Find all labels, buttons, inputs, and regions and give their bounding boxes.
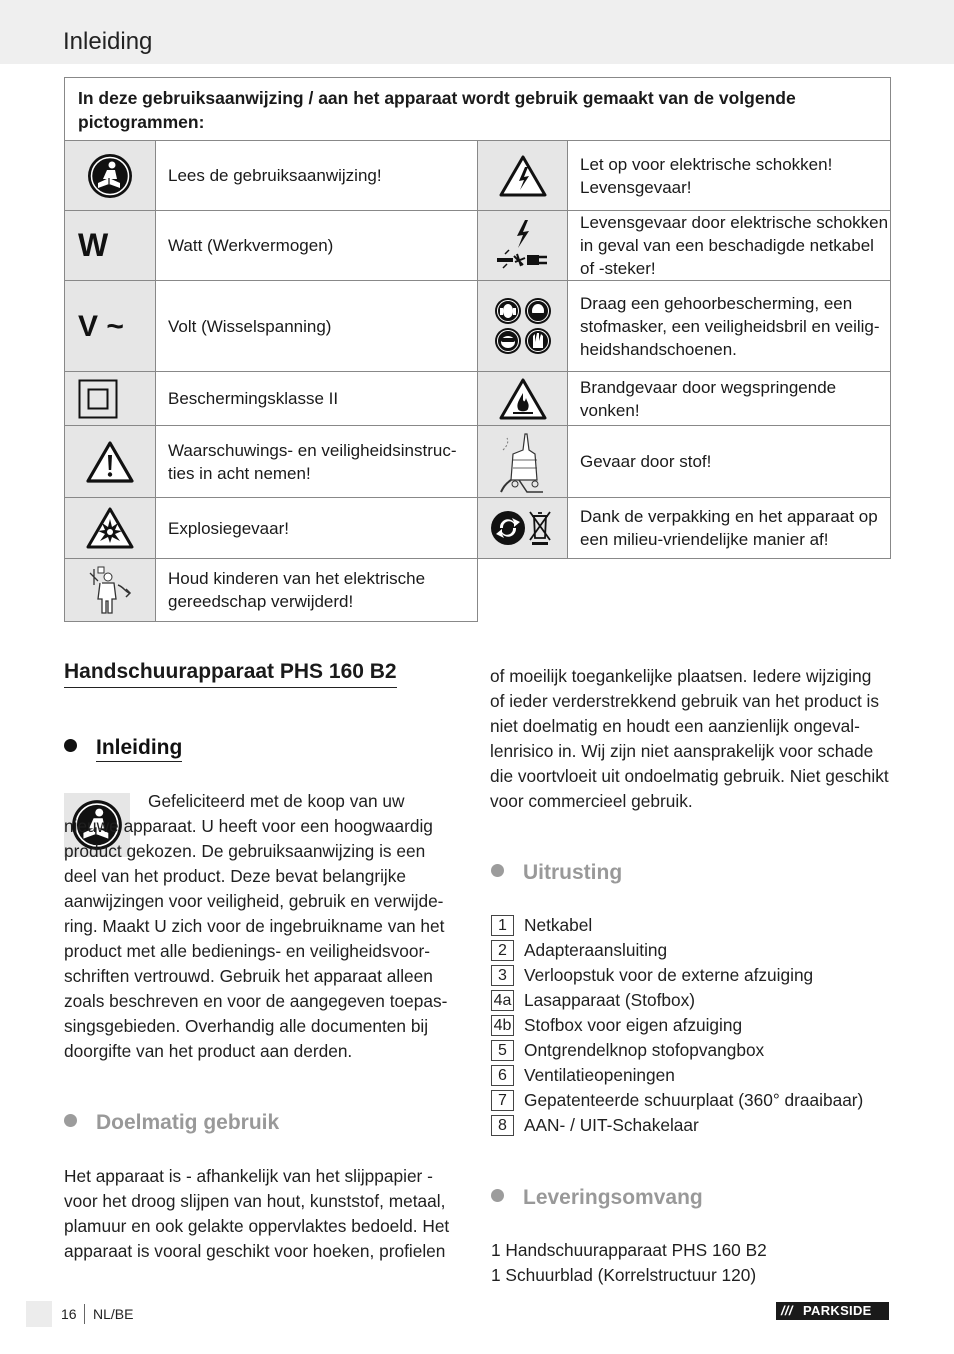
item-number: 7 (491, 1090, 514, 1111)
list-item: 1 Handschuurapparaat PHS 160 B2 (491, 1240, 767, 1260)
volt-ac-symbol: V ~ (78, 309, 124, 343)
item-label: Adapteraansluiting (524, 940, 668, 960)
explosion-hazard-icon (65, 498, 156, 559)
item-label: Ontgrendelknop stofopvangbox (524, 1040, 765, 1060)
pictogram-text: Lees de gebruiksaanwijzing! (156, 141, 478, 211)
pictogram-text: Levensgevaar door elektrische schokken in geval van een beschadigde netkabel of -steker! (568, 211, 891, 281)
pictogram-text: Gevaar door stof! (568, 426, 891, 498)
item-number: 4b (491, 1015, 514, 1036)
pictogram-text: Let op voor elektrische schokken! Levensgevaar! (568, 141, 891, 211)
pictogram-text: Explosiegevaar! (156, 498, 478, 559)
pictogram-text: Volt (Wisselspanning) (156, 281, 478, 372)
watt-symbol-icon (65, 211, 156, 281)
item-number: 4a (491, 990, 514, 1011)
language-code: NL/BE (93, 1306, 134, 1322)
dust-hazard-icon (478, 426, 568, 498)
intended-use-text-left: Het apparaat is - afhankelijk van het slijppapier - voor het droog slijpen van hout, kunststof, metaal, plamuur en ook gelakte oppervlaktes bedoeld. Het apparaat is vooral geschikt voor hoeken, profielen (64, 1166, 450, 1261)
section-heading-intended-use: Doelmatig gebruik (64, 1111, 279, 1135)
item-number: 3 (491, 965, 514, 986)
brand-logo (776, 1302, 889, 1320)
list-item (491, 988, 863, 1013)
list-item (491, 1088, 863, 1113)
read-manual-icon (65, 141, 156, 211)
damaged-cable-icon (478, 211, 568, 281)
item-label: Netkabel (524, 915, 593, 935)
item-label: AAN- / UIT-Schakelaar (524, 1115, 699, 1135)
intro-text: Gefeliciteerd met de koop van uw nieuwe apparaat. U heeft voor een hoogwaardig product gekozen. De gebruiksaanwijzing is een deel van het product. Deze bevat belangrijke aanwijzingen voor veiligheid, gebruik en verwijde-ring. Maakt U zich voor de ingebruikname van het product met alle bedienings- en veiligheidsvoor-schriften vertrouwd. Gebruik het apparaat alleen zoals beschreven en voor de aangegeven toepas-singsgebieden. Overhandig alle documenten bij doorgifte van het product aan derden. (64, 791, 448, 1061)
protective-equipment-icon (478, 281, 568, 372)
electric-shock-warning-icon (478, 141, 568, 211)
section-heading-delivery: Leveringsomvang (491, 1186, 703, 1210)
bullet-icon (64, 1114, 77, 1127)
volt-ac-symbol-icon (65, 281, 156, 372)
footer-divider (84, 1304, 85, 1324)
equipment-list (491, 913, 863, 1138)
item-number: 1 (491, 915, 514, 936)
pictogram-table (64, 77, 891, 622)
footer-marker (26, 1301, 52, 1327)
bullet-icon (64, 739, 77, 752)
delivery-list (491, 1238, 891, 1288)
recycling-icon (478, 498, 568, 559)
pictogram-text: Houd kinderen van het elektrische gereedschap verwijderd! (156, 559, 478, 622)
list-item (491, 913, 863, 938)
list-item (491, 1113, 863, 1138)
item-label: Ventilatieopeningen (524, 1065, 675, 1085)
item-number: 5 (491, 1040, 514, 1061)
item-number: 6 (491, 1065, 514, 1086)
warning-triangle-icon (65, 426, 156, 498)
bullet-icon (491, 1189, 504, 1202)
product-title: Handschuurapparaat PHS 160 B2 (64, 660, 397, 688)
brand-name: PARKSIDE (803, 1303, 872, 1318)
fire-hazard-icon (478, 372, 568, 426)
item-label: Lasapparaat (Stofbox) (524, 990, 695, 1010)
pictogram-text: Watt (Werkvermogen) (156, 211, 478, 281)
pictogram-table-heading: In deze gebruiksaanwijzing / aan het apparaat wordt gebruik gemaakt van de volgende pictogrammen: (65, 78, 891, 141)
pictogram-text: Waarschuwings- en veiligheidsinstruc-ties in acht nemen! (156, 426, 478, 498)
section-heading-equipment: Uitrusting (491, 861, 622, 885)
list-item (491, 1013, 863, 1038)
item-label: Stofbox voor eigen afzuiging (524, 1015, 743, 1035)
list-item (491, 938, 863, 963)
empty-cell (478, 559, 891, 622)
page-number: 16 (61, 1306, 77, 1322)
brand-stripes: /// (781, 1303, 793, 1318)
item-label: Verloopstuk voor de externe afzuiging (524, 965, 814, 985)
pictogram-text: Brandgevaar door wegspringende vonken! (568, 372, 891, 426)
keep-children-away-icon (65, 559, 156, 622)
item-number: 8 (491, 1115, 514, 1136)
pictogram-text: Draag een gehoorbescherming, een stofmasker, een veiligheidsbril en veilig-heidshandschoenen. (568, 281, 891, 372)
list-item: 1 Schuurblad (Korrelstructuur 120) (491, 1265, 757, 1285)
list-item (491, 1063, 863, 1088)
watt-symbol: W (78, 227, 109, 263)
item-number: 2 (491, 940, 514, 961)
pictogram-text: Dank de verpakking en het apparaat op een milieu-vriendelijke manier af! (568, 498, 891, 559)
page-title: Inleiding (63, 28, 153, 55)
bullet-icon (491, 864, 504, 877)
list-item (491, 1038, 863, 1063)
pictogram-text: Beschermingsklasse II (156, 372, 478, 426)
list-item (491, 963, 863, 988)
item-label: Gepatenteerde schuurplaat (360° draaibaar) (524, 1090, 864, 1110)
protection-class-ii-icon (65, 372, 156, 426)
intended-use-text-right: of moeilijk toegankelijke plaatsen. Iedere wijziging of ieder verderstrekkend gebruik van het product is niet doelmatig en houdt een aanzienlijk ongeval-lenrisico in. Wij zijn niet aansprakelijk voor schade die voortvloeit uit ondoelmatig gebruik. Niet geschikt voor commercieel gebruik. (490, 666, 889, 811)
section-heading-intro: Inleiding (64, 736, 182, 760)
